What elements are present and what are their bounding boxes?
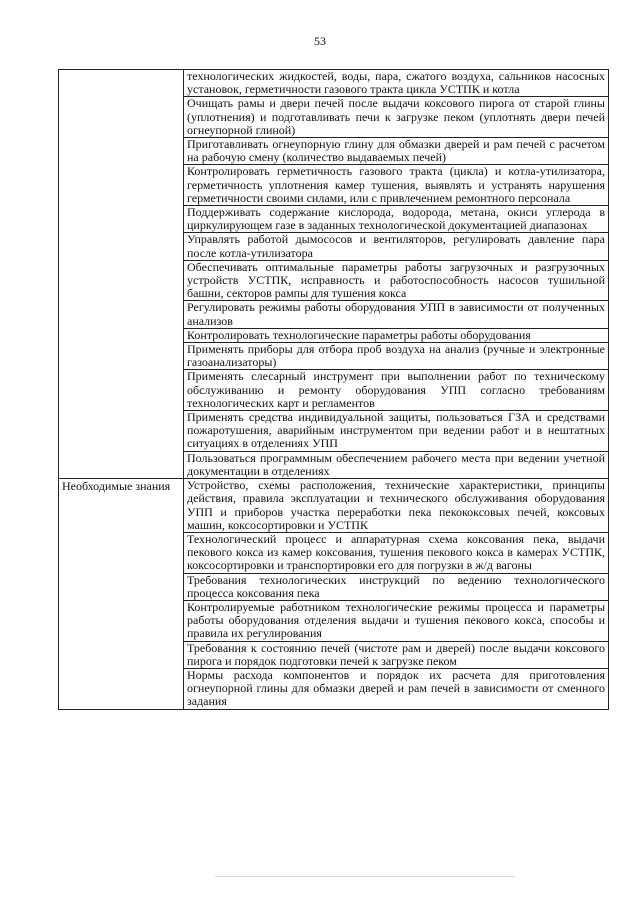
row-text: Поддерживать содержание кислорода, водорода, метана, окиси углерода в циркулирующем газе в заданных технологической документацией диапазонах xyxy=(184,206,609,233)
page-number: 53 xyxy=(314,34,326,48)
row-text: Применять слесарный инструмент при выполнении работ по техническому обслуживанию и ремонту оборудования УПП согласно требованиям технологических карт и регламентов xyxy=(184,370,609,411)
row-text: Очищать рамы и двери печей после выдачи коксового пирога от старой глины (уплотнения) и подготавливать печи к загрузке пеком (уплотнять двери печей огнеупорной глиной) xyxy=(184,97,609,138)
section-label-text: Необходимые знания xyxy=(62,479,171,494)
competency-table xyxy=(58,69,609,710)
section-label-knowledge xyxy=(59,479,184,709)
scan-edge-line xyxy=(215,876,515,877)
table-row xyxy=(59,479,609,533)
row-text: Нормы расхода компонентов и порядок их расчета для приготовления огнеупорной глины для обмазки дверей и рам печей в зависимости от сменного задания xyxy=(184,668,609,709)
row-text: Технологический процесс и аппаратурная схема коксования пека, выдачи пекового кокса из камер коксования, тушения пекового кокса в камерах УСТПК, коксосортировки и транспортировки его для погрузки в ж/д вагоны xyxy=(184,532,609,573)
label-cell xyxy=(59,70,184,479)
row-text: Требования технологических инструкций по ведению технологического процесса коксования пека xyxy=(184,573,609,600)
row-text: Управлять работой дымососов и вентиляторов, регулировать давление пара после котла-утилизатора xyxy=(184,233,609,260)
row-text: Приготавливать огнеупорную глину для обмазки дверей и рам печей с расчетом на рабочую смену (количество выдаваемых печей) xyxy=(184,138,609,165)
row-text: Применять приборы для отбора проб воздуха на анализ (ручные и электронные газоанализаторы) xyxy=(184,343,609,370)
row-text: Устройство, схемы расположения, технические характеристики, принципы действия, правила эксплуатации и технического обслуживания оборудования УПП и приборов участка переработки пека пекококсовых печей, коксовых машин, коксосортировки и УСТПК xyxy=(184,479,609,533)
row-text: Обеспечивать оптимальные параметры работы загрузочных и разгрузочных устройств УСТПК, исправность и работоспособность насосов тушильной башни, секторов рампы для тушения кокса xyxy=(184,260,609,301)
row-text: Применять средства индивидуальной защиты, пользоваться ГЗА и средствами пожаротушения, аварийным инструментом при ведении работ и в нештатных ситуациях в отделениях УПП xyxy=(184,411,609,452)
row-text: Требования к состоянию печей (чистоте рам и дверей) после выдачи коксового пирога и порядок подготовки печей к загрузке пеком xyxy=(184,641,609,668)
row-text: Контролировать технологические параметры работы оборудования xyxy=(184,328,609,342)
row-text: Контролировать герметичность газового тракта (цикла) и котла-утилизатора, герметичность уплотнения камер тушения, выявлять и устранять нарушения герметичности своими силами, или с привлечением ремонтного персонала xyxy=(184,165,609,206)
row-text: Контролируемые работником технологические режимы процесса и параметры работы оборудования отделения выдачи и тушения пекового кокса, способы и правила их регулирования xyxy=(184,600,609,641)
row-text: Пользоваться программным обеспечением рабочего места при ведении учетной документации в отделениях xyxy=(184,451,609,478)
table-row xyxy=(59,70,609,97)
row-text: технологических жидкостей, воды, пара, сжатого воздуха, сальников насосных установок, герметичности газового тракта цикла УСТПК и котла xyxy=(184,70,609,97)
row-text: Регулировать режимы работы оборудования УПП в зависимости от полученных анализов xyxy=(184,301,609,328)
